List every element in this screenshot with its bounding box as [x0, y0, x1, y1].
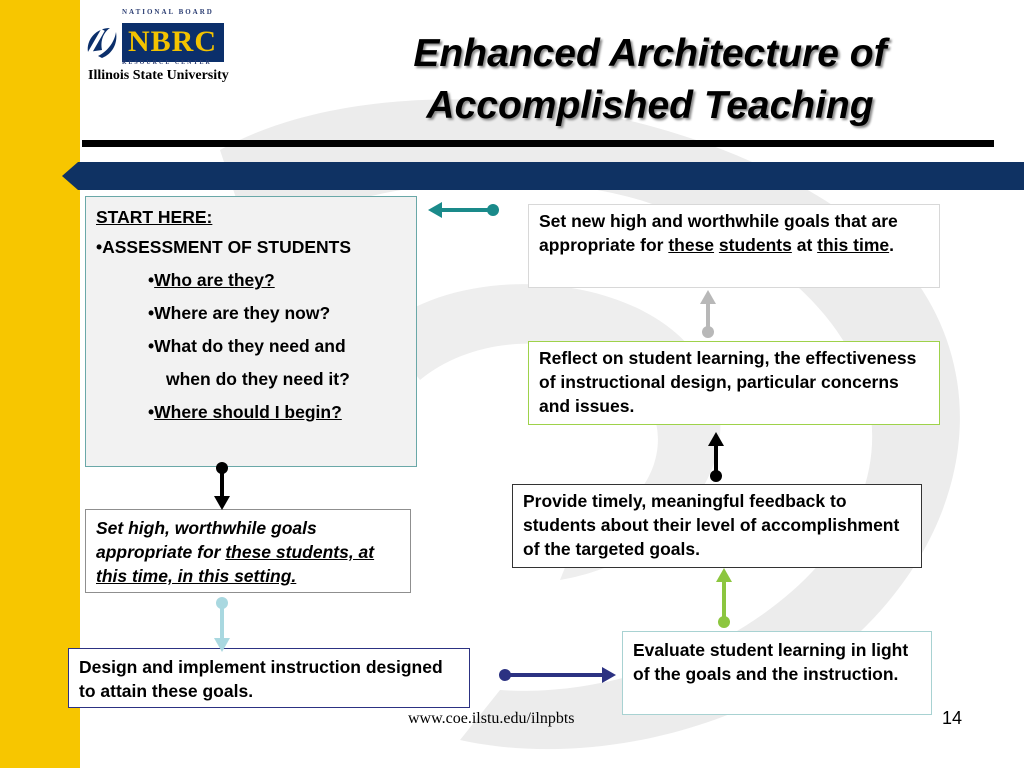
title-line-1: Enhanced Architecture of: [413, 32, 887, 75]
logo-nbrc-text: NBRC: [128, 25, 218, 58]
logo-resource-center: RESOURCE CENTER: [122, 60, 212, 66]
question-where-now: •Where are they now?: [148, 303, 331, 323]
arrow-to-start: [428, 202, 499, 218]
arrow-evaluate-to-feedback: [716, 568, 732, 628]
logo-national-board: NATIONAL BOARD: [122, 8, 214, 16]
assessment-item: •ASSESSMENT OF STUDENTS: [96, 237, 352, 257]
reflect-text: Reflect on student learning, the effectiveness of instructional design, particular concerns and issues.: [539, 348, 917, 416]
arrow-reflect-to-newgoals: [700, 290, 716, 338]
footer-url: www.coe.ilstu.edu/ilnpbts: [408, 710, 575, 727]
question-what-need: •What do they need and: [148, 336, 346, 356]
logo-university: Illinois State University: [88, 68, 229, 83]
question-when-need: when do they need it?: [166, 369, 350, 389]
title-line-2: Accomplished Teaching: [426, 84, 874, 127]
arrow-feedback-to-reflect: [708, 432, 724, 482]
goals-underlined: these students, at this time, in this setting.: [96, 542, 375, 586]
arrow-goals-to-design: [214, 597, 230, 652]
feedback-text: Provide timely, meaningful feedback to students about their level of accomplishment of the targeted goals.: [523, 491, 900, 559]
question-who: •Who are they?: [148, 270, 275, 290]
goals-text: Set high, worthwhile goals appropriate for: [96, 518, 317, 562]
design-text: Design and implement instruction designed to attain these goals.: [79, 657, 443, 701]
arrow-start-to-goals: [214, 462, 230, 510]
new-goals-box: Set new high and worthwhile goals that are appropriate for these students at this time.: [528, 204, 940, 288]
evaluate-text: Evaluate student learning in light of the goals and the instruction.: [633, 640, 909, 684]
page-number: 14: [942, 708, 963, 728]
arrow-design-to-evaluate: [499, 667, 616, 683]
start-heading: START HERE:: [96, 207, 213, 227]
question-where-begin: •Where should I begin?: [148, 402, 342, 422]
